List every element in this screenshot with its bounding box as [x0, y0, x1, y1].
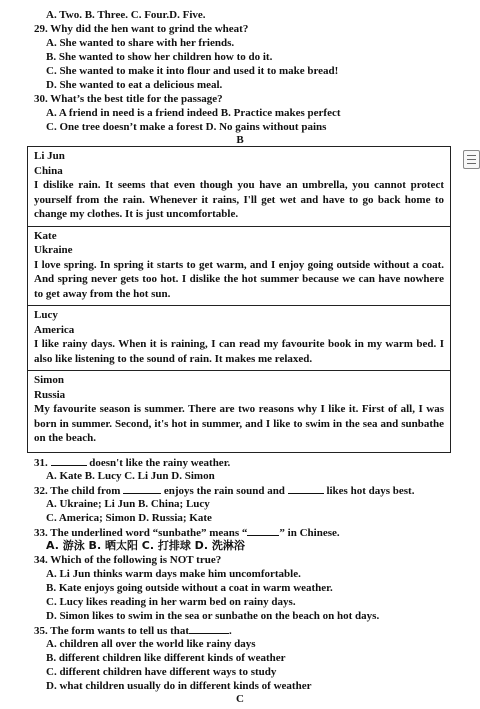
q30-text: 30. What’s the best title for the passage?	[34, 93, 223, 105]
person-cell	[28, 226, 451, 306]
person-statement: I like rainy days. When it is raining, I can read my favourite book in my warm bed. I also like listening to the sound of rain. It makes me relaxed.	[34, 338, 444, 365]
q32-part3: likes hot days best.	[323, 485, 415, 497]
persons-table	[27, 146, 451, 453]
q33-options: A. 游泳 B. 晒太阳 C. 打排球 D. 洗淋浴	[46, 539, 245, 552]
q29-option-c: C. She wanted to make it into flour and used it to make bread!	[46, 65, 339, 77]
person-name: Kate	[34, 229, 57, 242]
section-b-label: B	[236, 134, 244, 146]
person-row	[28, 147, 451, 227]
person-row	[28, 371, 451, 453]
q30-option-ab: A. A friend in need is a friend indeed B. Practice makes perfect	[46, 107, 341, 119]
person-country: Ukraine	[34, 244, 73, 256]
q29-option-a: A. She wanted to share with her friends.	[46, 37, 235, 49]
q35-part2: .	[229, 625, 232, 637]
person-name: Li Jun	[34, 150, 65, 162]
person-cell	[28, 371, 451, 453]
q35-blank[interactable]	[189, 623, 229, 634]
person-name: Simon	[34, 374, 64, 386]
q32-blank-1[interactable]	[123, 483, 161, 494]
q34-option-c: C. Lucy likes reading in her warm bed on rainy days.	[46, 596, 296, 608]
q33-part1: 33. The underlined word “sunbathe” means “	[34, 527, 248, 539]
q32-blank-2[interactable]	[288, 483, 324, 494]
q32-option-cd: C. America; Simon D. Russia; Kate	[46, 512, 212, 524]
q32-part1: 32. The child from	[34, 485, 124, 497]
person-row	[28, 306, 451, 371]
person-statement: I love spring. In spring it starts to get warm, and I enjoy going outside without a coat. And spring never gets too hot. I dislike the hot summer because we can have nowhere to get away from the hot sun.	[34, 258, 444, 300]
q28-options: A. Two. B. Three. C. Four.D. Five.	[46, 9, 206, 21]
person-country: America	[34, 323, 75, 336]
person-country: China	[34, 164, 63, 177]
q32-part2: enjoys the rain sound and	[161, 485, 288, 497]
q29-option-d: D. She wanted to eat a delicious meal.	[46, 79, 223, 91]
person-cell	[28, 147, 451, 227]
q31-number: 31.	[34, 457, 48, 469]
q29-option-b: B. She wanted to show her children how to do it.	[46, 51, 273, 63]
person-row	[28, 226, 451, 306]
q35-part1: 35. The form wants to tell us that	[34, 625, 190, 637]
q31-stem: doesn't like the rainy weather.	[86, 457, 231, 469]
q35-option-c: C. different children have different ways to study	[46, 666, 277, 678]
q32-option-ab: A. Ukraine; Li Jun B. China; Lucy	[46, 498, 210, 510]
person-statement: My favourite season is summer. There are two reasons why I like it. First of all, I was born in summer. Second, it's hot in summer, and I like to swim in the sea and sunbathe on the beach.	[34, 403, 444, 444]
q35-option-d: D. what children usually do in different kinds of weather	[46, 680, 312, 692]
person-statement: I dislike rain. It seems that even though you have an umbrella, you cannot protect yourself from the rain. Whenever it rains, I'll get wet and have to go back home to change my clothes. It is just uncomfortable.	[34, 179, 444, 220]
q33-text	[34, 525, 340, 540]
q34-option-b: B. Kate enjoys going outside without a coat in warm weather.	[46, 582, 333, 594]
q35-option-b: B. different children like different kinds of weather	[46, 652, 286, 664]
q33-part2: ” in Chinese.	[279, 527, 340, 539]
section-c-label: C	[236, 693, 244, 705]
q34-option-a: A. Li Jun thinks warm days make him uncomfortable.	[46, 568, 301, 580]
person-cell	[28, 306, 451, 371]
q32-text	[34, 483, 414, 498]
q35-text	[34, 623, 232, 638]
edit-note-icon[interactable]	[463, 150, 480, 169]
q31-text	[34, 455, 230, 470]
person-country: Russia	[34, 388, 66, 401]
q31-options: A. Kate B. Lucy C. Li Jun D. Simon	[46, 470, 215, 482]
q29-text: 29. Why did the hen want to grind the wheat?	[34, 23, 249, 35]
person-name: Lucy	[34, 309, 58, 321]
q30-option-cd: C. One tree doesn’t make a forest D. No gains without pains	[46, 121, 327, 133]
q34-option-d: D. Simon likes to swim in the sea or sunbathe on the beach on hot days.	[46, 610, 380, 622]
q34-text: 34. Which of the following is NOT true?	[34, 554, 222, 566]
q33-blank[interactable]	[247, 525, 279, 536]
q31-blank[interactable]	[51, 455, 87, 466]
q35-option-a: A. children all over the world like rainy days	[46, 638, 256, 650]
